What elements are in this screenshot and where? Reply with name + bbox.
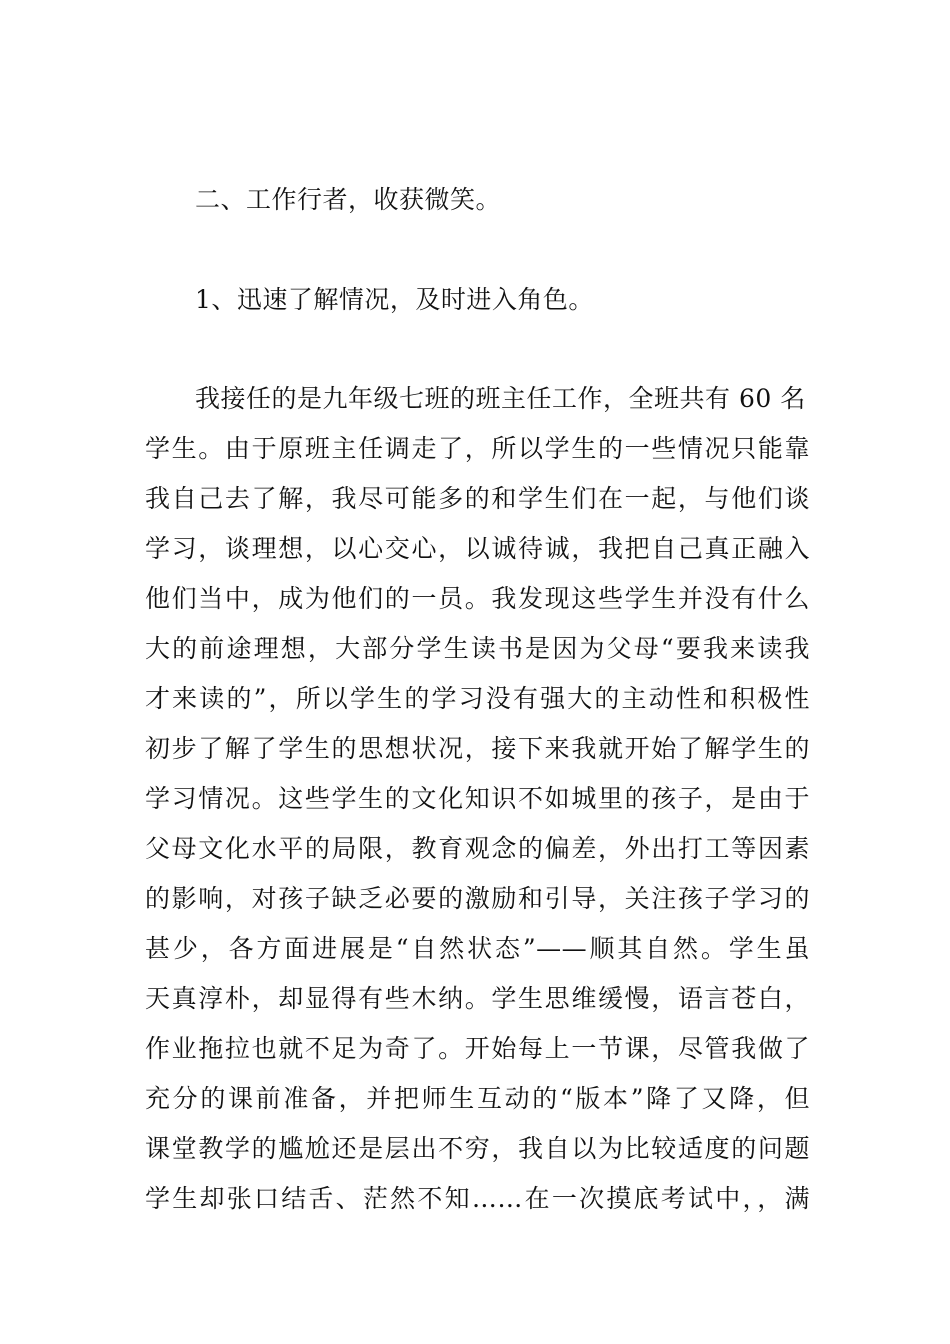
paragraph-line: 的影响，对孩子缺乏必要的激励和引导，关注孩子学习的 bbox=[145, 884, 810, 913]
paragraph-line: 我自己去了解，我尽可能多的和学生们在一起，与他们谈 bbox=[145, 484, 810, 513]
paragraph-line: 学生却张口结舌、茫然不知……在一次摸底考试中，，满 bbox=[145, 1184, 810, 1213]
section-heading: 二、工作行者，收获微笑。 bbox=[195, 185, 502, 214]
paragraph-line: 充分的课前准备，并把师生互动的“版本”降了又降，但 bbox=[145, 1084, 810, 1113]
paragraph-line: 作业拖拉也就不足为奇了。开始每上一节课，尽管我做了 bbox=[145, 1034, 810, 1063]
paragraph-line: 我接任的是九年级七班的班主任工作，全班共有 60 名 bbox=[195, 384, 806, 413]
paragraph-line: 大的前途理想，大部分学生读书是因为父母“要我来读我 bbox=[145, 634, 810, 663]
subsection-heading: 1、迅速了解情况，及时进入角色。 bbox=[195, 285, 594, 314]
paragraph-line: 学习，谈理想，以心交心，以诚待诚，我把自己真正融入 bbox=[145, 534, 810, 563]
paragraph-line: 初步了解了学生的思想状况，接下来我就开始了解学生的 bbox=[145, 734, 810, 763]
paragraph-line: 学习情况。这些学生的文化知识不如城里的孩子，是由于 bbox=[145, 784, 810, 813]
paragraph-line: 他们当中，成为他们的一员。我发现这些学生并没有什么 bbox=[145, 584, 810, 613]
paragraph-line: 父母文化水平的局限，教育观念的偏差，外出打工等因素 bbox=[145, 834, 810, 863]
paragraph-line: 学生。由于原班主任调走了，所以学生的一些情况只能靠 bbox=[145, 434, 810, 463]
paragraph-line: 天真淳朴，却显得有些木纳。学生思维缓慢，语言苍白， bbox=[145, 984, 810, 1013]
paragraph-line: 才来读的”，所以学生的学习没有强大的主动性和积极性 bbox=[145, 684, 810, 713]
paragraph-line: 课堂教学的尴尬还是层出不穷，我自以为比较适度的问题 bbox=[145, 1134, 810, 1163]
paragraph-line: 甚少，各方面进展是“自然状态”——顺其自然。学生虽 bbox=[145, 934, 810, 963]
